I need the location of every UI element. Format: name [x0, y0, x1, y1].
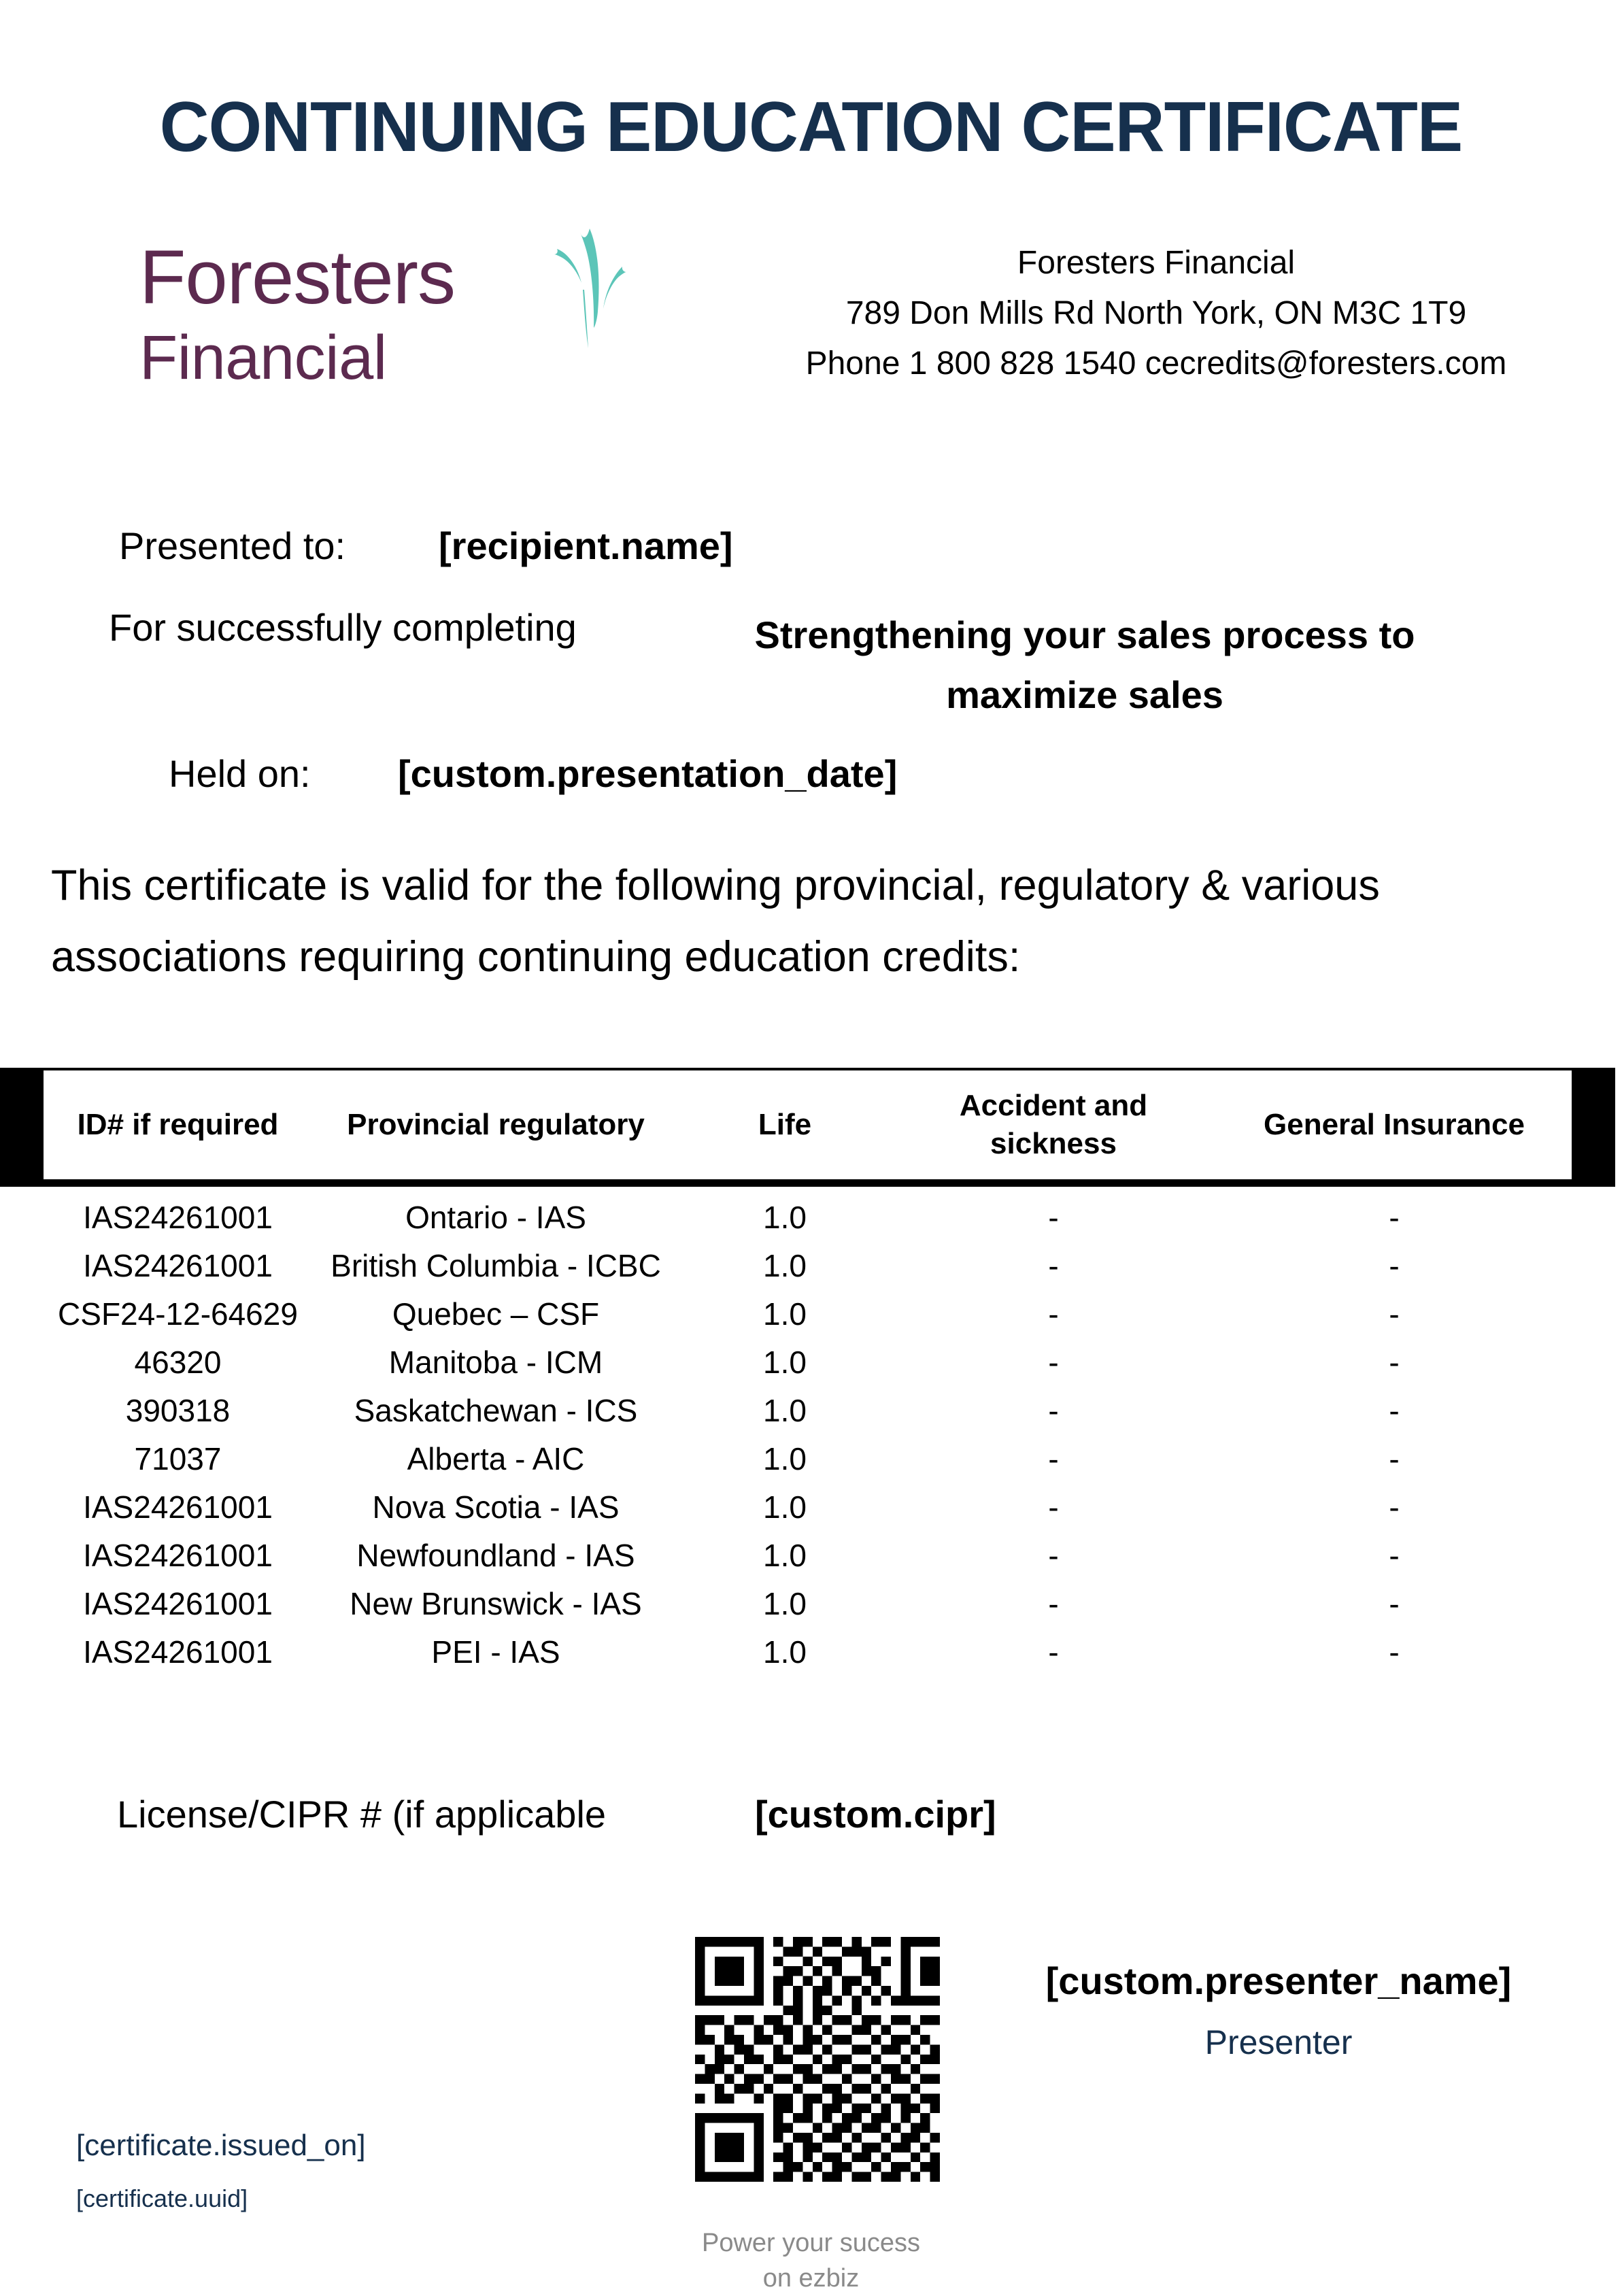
column-header: Life — [758, 1108, 812, 1141]
foresters-logo — [139, 224, 629, 422]
table-cell-accident: - — [1048, 1200, 1059, 1235]
table-row — [44, 1290, 1572, 1338]
table-cell-general: - — [1389, 1345, 1400, 1380]
table-cell-accident: - — [1048, 1345, 1059, 1380]
table-cell-id: IAS24261001 — [83, 1634, 273, 1670]
table-header — [44, 1070, 1572, 1184]
table-cell-accident: - — [1048, 1586, 1059, 1621]
footer-tagline-line1: Power your sucess — [701, 2229, 920, 2257]
table-row — [44, 1387, 1572, 1435]
table-cell-id: 71037 — [134, 1441, 222, 1476]
logo-wordmark-line1: Foresters — [139, 235, 455, 320]
table-cell-life: 1.0 — [763, 1393, 807, 1428]
table-cell-accident: - — [1048, 1441, 1059, 1476]
table-cell-id: 390318 — [125, 1393, 231, 1428]
table-cell-life: 1.0 — [763, 1586, 807, 1621]
table-cell-id: IAS24261001 — [83, 1586, 273, 1621]
table-cell-general: - — [1389, 1296, 1400, 1332]
table-cell-region: Alberta - AIC — [407, 1441, 585, 1476]
table-cell-life: 1.0 — [763, 1248, 807, 1283]
table-row — [44, 1242, 1572, 1290]
course-title-value: Strengthening your sales process to maximize sales — [754, 613, 1415, 716]
cipr-value: [custom.cipr] — [755, 1793, 996, 1836]
validity-statement: This certificate is valid for the following provincial, regulatory & various associations requiring continuing education credits: — [51, 862, 1380, 981]
column-header: Provincial regulatory — [347, 1108, 645, 1141]
table-row — [44, 1483, 1572, 1532]
leaf-icon — [541, 224, 629, 354]
table-cell-id: IAS24261001 — [83, 1200, 273, 1235]
table-cell-life: 1.0 — [763, 1296, 807, 1332]
table-row — [44, 1628, 1572, 1676]
column-header: General Insurance — [1264, 1108, 1525, 1141]
table-cell-id: IAS24261001 — [83, 1489, 273, 1525]
column-header: Accident and sickness — [959, 1089, 1148, 1160]
cipr-label: License/CIPR # (if applicable — [117, 1793, 607, 1836]
table-cell-accident: - — [1048, 1634, 1059, 1670]
table-cell-general: - — [1389, 1248, 1400, 1283]
table-cell-life: 1.0 — [763, 1441, 807, 1476]
table-cell-region: Ontario - IAS — [405, 1200, 586, 1235]
page-title: CONTINUING EDUCATION CERTIFICATE — [159, 88, 1463, 167]
table-cell-region: New Brunswick - IAS — [350, 1586, 642, 1621]
presenter-name: [custom.presenter_name] — [1045, 1959, 1512, 2002]
table-cell-general: - — [1389, 1634, 1400, 1670]
table-cell-id: 46320 — [134, 1345, 222, 1380]
company-contact-block — [762, 238, 1551, 389]
presenter-block — [979, 1955, 1578, 2068]
recipient-name-value: [recipient.name] — [439, 524, 733, 567]
table-row — [44, 1338, 1572, 1387]
footer-tagline — [0, 2225, 1622, 2296]
table-cell-general: - — [1389, 1489, 1400, 1525]
table-cell-region: British Columbia - ICBC — [331, 1248, 661, 1283]
table-row — [44, 1194, 1572, 1242]
company-address: 789 Don Mills Rd North York, ON M3C 1T9 — [845, 295, 1467, 331]
table-cell-general: - — [1389, 1586, 1400, 1621]
column-header: ID# if required — [77, 1108, 279, 1141]
table-cell-life: 1.0 — [763, 1200, 807, 1235]
table-row — [44, 1580, 1572, 1628]
table-cell-life: 1.0 — [763, 1345, 807, 1380]
table-cell-life: 1.0 — [763, 1489, 807, 1525]
table-cell-region: Manitoba - ICM — [388, 1345, 603, 1380]
table-cell-life: 1.0 — [763, 1634, 807, 1670]
presenter-role-label: Presenter — [1204, 2023, 1353, 2061]
certificate-issued-on: [certificate.issued_on] — [76, 2129, 366, 2162]
qr-code[interactable] — [695, 1937, 940, 2182]
certificate-uuid: [certificate.uuid] — [76, 2184, 248, 2212]
completing-label: For successfully completing — [109, 606, 577, 649]
table-cell-id: IAS24261001 — [83, 1248, 273, 1283]
table-cell-accident: - — [1048, 1296, 1059, 1332]
table-row — [44, 1435, 1572, 1483]
presented-to-row — [0, 524, 1622, 578]
table-cell-accident: - — [1048, 1538, 1059, 1573]
table-row — [44, 1532, 1572, 1580]
presented-to-label: Presented to: — [119, 524, 346, 567]
company-name: Foresters Financial — [1017, 245, 1296, 281]
table-cell-id: CSF24-12-64629 — [58, 1296, 298, 1332]
footer-tagline-line2: on ezbiz — [762, 2264, 860, 2293]
table-cell-accident: - — [1048, 1248, 1059, 1283]
table-cell-general: - — [1389, 1393, 1400, 1428]
table-cell-region: Quebec – CSF — [392, 1296, 600, 1332]
table-cell-life: 1.0 — [763, 1538, 807, 1573]
table-cell-general: - — [1389, 1200, 1400, 1235]
held-on-value: [custom.presentation_date] — [398, 752, 898, 795]
table-cell-region: Newfoundland - IAS — [356, 1538, 635, 1573]
table-cell-accident: - — [1048, 1489, 1059, 1525]
table-cell-general: - — [1389, 1538, 1400, 1573]
table-cell-id: IAS24261001 — [83, 1538, 273, 1573]
table-body — [44, 1194, 1572, 1676]
table-cell-region: Nova Scotia - IAS — [372, 1489, 620, 1525]
table-cell-region: PEI - IAS — [431, 1634, 560, 1670]
held-on-label: Held on: — [169, 752, 311, 795]
company-phone-email: Phone 1 800 828 1540 cecredits@foresters.com — [805, 345, 1507, 382]
table-cell-region: Saskatchewan - ICS — [354, 1393, 638, 1428]
table-cell-general: - — [1389, 1441, 1400, 1476]
table-cell-accident: - — [1048, 1393, 1059, 1428]
logo-wordmark-line2: Financial — [139, 323, 387, 392]
